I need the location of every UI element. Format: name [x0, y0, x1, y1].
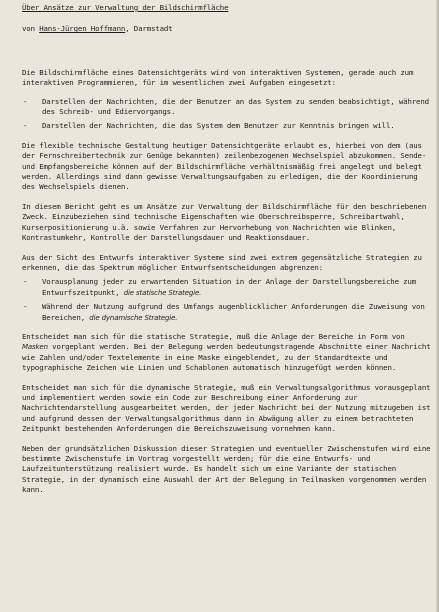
list-item-emphasis: die dynamische Strategie.: [89, 313, 178, 322]
body-paragraph: Aus der Sicht des Entwurfs interaktiver Systeme sind zwei extrem gegensätzliche Strategien zu erkennen, die das Spektrum möglicher Entwurfsentscheidungen abgrenzen:: [22, 252, 422, 272]
paragraph-emphasis: Masken: [22, 343, 48, 352]
document-title: Über Ansätze zur Verwaltung der Bildschirmfläche: [22, 3, 229, 12]
task-list: [22, 97, 433, 132]
body-paragraph: In diesem Bericht geht es um Ansätze zur Verwaltung der Bildschirmfläche für den beschriebenen Zweck. Einzubeziehen sind technische Eigenschaften wie Oberschreibsperre, Schreibartwahl, Kurserpositionierung u.ä. sowie Verfahren zur Hervorhebung von Nachrichten wie Blinken, Kontrastumkehr, Kontrolle der Darstellungsdauer und Reaktionsdauer.: [22, 201, 427, 243]
strategy-list: [22, 277, 433, 323]
author-location: , Darmstadt: [125, 24, 173, 34]
body-paragraph: Entscheidet man sich für die dynamische Strategie, muß ein Verwaltungsalgorithmus vorausgeplant und implementiert werden sowie ein Code zur Beschreibung einer Anforderung zur Nachrichtendarstellung ausgearbeitet werden, der jeder Nachricht bei der Nutzung mitzugeben ist und aufgrund dessen der Verwaltungsalgorithmus dann in Abwägung aller zu einem betrachteten Zeitpunkt bestehenden Anforderungen die Bereichszuweisung vornehmen kann.: [22, 382, 431, 434]
body-paragraph: [22, 332, 433, 374]
list-item-text: Während der Nutzung aufgrund des Umfangs augenblicklicher Anforderungen die Zuweisung von Bereichen,: [42, 302, 425, 322]
paragraph-text: Entscheidet man sich für die statische Strategie, muß die Anlage der Bereiche in Form von: [22, 331, 405, 341]
author-name: Hans-Jürgen Hoffmann: [39, 24, 126, 34]
intro-paragraph: Die Bildschirmfläche eines Datensichtgeräts wird von interaktiven Systemen, gerade auch zum interaktiven Programmieren, für im wesentlichen zwei Aufgaben eingesetzt:: [22, 67, 414, 88]
author-prefix: von: [22, 24, 40, 34]
body-paragraph: Neben der grundsätzlichen Diskussion dieser Strategien und eventueller Zwischenstufen wird eine bestimmte Zwischenstufe im Vortrag vorgestellt werden; für die eine Entwurfs- und Laufzeitunterstützung realisiert wurde. Es handelt sich um eine Variante der statischen Strategie, in der dynamisch eine Auswahl der Art der Belegung in Teilmasken vorgenommen werden kann.: [22, 443, 431, 495]
list-item-emphasis: die statische Strategie.: [123, 288, 202, 297]
list-item: - Darstellen der Nachrichten, die das System dem Benutzer zur Kenntnis bringen will.: [22, 121, 433, 131]
paragraph-text: vorgeplant werden. Bei der Belegung werden bedeutungstragende Abschnitte einer Nachricht wie Zahlen und/oder Textelemente in eine Maske eingeblendet, zu der Standardtexte und typographische Zeichen wie Linien und Schablonen automatisch hinzugefügt werden können.: [22, 342, 431, 373]
list-item-text: Vorausplanung jeder zu erwartenden Situation in der Anlage der Darstellungsbereiche zum Entwurfszeitpunkt,: [42, 277, 417, 297]
list-item: [22, 302, 433, 323]
list-item: - Darstellen der Nachrichten, die der Benutzer an das System zu senden beabsichtigt, während des Schreib- und Ediervorgangs.: [22, 97, 433, 118]
list-item: [22, 277, 433, 298]
author-line: [22, 24, 433, 34]
body-paragraph: Die flexible technische Gestaltung heutiger Datensichtgeräte erlaubt es, hierbei von dem (aus der Fernschreibertechnik zur Genüge bekannten) zeilenbezogenen Wechselspiel abzukommen. Sende- und Empfangsbereiche können auf der Bildschirmfläche verhältnismäßig frei angelegt und belegt werden. Allerdings sind dann gewisse Verwaltungsaufgaben zu erledigen, die der Koordinierung des Wechselspiels dienen.: [22, 140, 427, 192]
